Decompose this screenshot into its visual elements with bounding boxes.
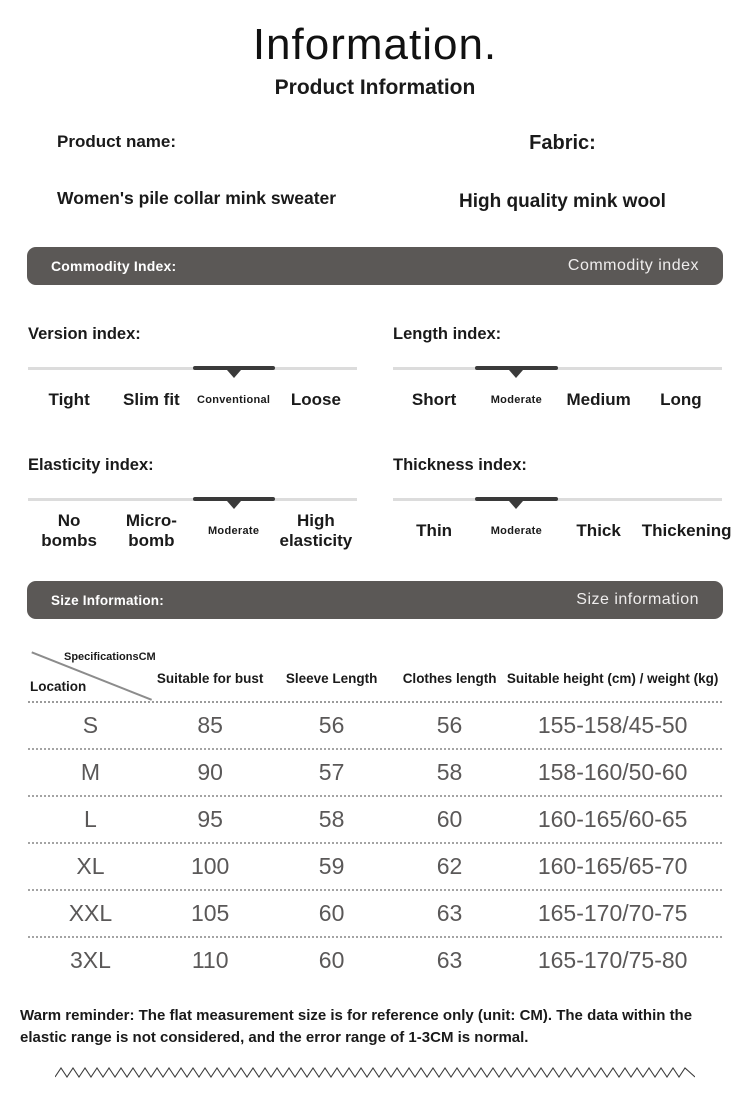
product-name-label: Product name: xyxy=(57,132,177,151)
thickness-index-slider xyxy=(393,497,722,503)
corner-location-label: Location xyxy=(30,679,87,695)
table-cell-sleeve: 59 xyxy=(318,853,345,880)
table-cell-clothes: 58 xyxy=(436,759,463,786)
table-row xyxy=(28,703,722,750)
table-cell-bust: 95 xyxy=(197,806,223,833)
table-cell-sleeve: 60 xyxy=(318,947,345,974)
size-bar-left-label: Size Information: xyxy=(51,592,164,608)
zigzag-divider xyxy=(55,1065,695,1080)
table-cell-bust: 90 xyxy=(197,759,223,786)
table-cell-sleeve: 58 xyxy=(318,806,345,833)
table-cell-size: 3XL xyxy=(69,947,111,974)
version-index-block xyxy=(28,325,357,420)
table-cell-size: M xyxy=(80,759,101,786)
column-header-height-weight: Suitable height (cm) / weight (kg) xyxy=(506,670,719,686)
table-cell-bust: 105 xyxy=(190,900,230,927)
table-corner-cell xyxy=(28,643,156,701)
size-information-bar xyxy=(27,581,723,619)
slider-track xyxy=(393,367,722,370)
index-option: Micro-bomb xyxy=(125,511,177,551)
slider-arrow-icon xyxy=(509,501,523,509)
warm-reminder-text: Warm reminder: The flat measurement size is for reference only (unit: CM). The data within the elastic range is not considered, and the error range of 1-3CM is normal. xyxy=(20,1007,693,1046)
table-cell-bust: 110 xyxy=(191,947,229,974)
length-index-block xyxy=(393,325,722,420)
index-option: Moderate xyxy=(490,393,543,406)
table-row xyxy=(28,750,722,797)
table-row xyxy=(28,797,722,844)
table-cell-clothes: 62 xyxy=(436,853,463,880)
table-cell-height_weight: 165-170/75-80 xyxy=(537,947,688,974)
table-cell-sleeve: 56 xyxy=(318,712,345,739)
product-name-value: Women's pile collar mink sweater xyxy=(57,188,337,208)
index-option: Thin xyxy=(416,520,453,540)
index-option: Tight xyxy=(48,389,90,409)
size-table xyxy=(28,643,722,983)
table-cell-clothes: 60 xyxy=(436,806,463,833)
table-cell-clothes: 63 xyxy=(436,900,463,927)
fabric-label: Fabric: xyxy=(529,132,596,154)
slider-arrow-icon xyxy=(509,370,523,378)
table-cell-height_weight: 160-165/60-65 xyxy=(537,806,688,833)
table-cell-sleeve: 60 xyxy=(318,900,345,927)
column-header-bust: Suitable for bust xyxy=(156,670,264,686)
index-option: Slim fit xyxy=(123,389,180,409)
commodity-index-bar xyxy=(27,247,723,285)
length-index-options xyxy=(393,380,722,420)
index-option: Medium xyxy=(566,389,631,409)
version-index-title: Version index: xyxy=(28,325,141,343)
table-row xyxy=(28,844,722,891)
slider-track xyxy=(393,498,722,501)
index-option: Moderate xyxy=(490,524,543,537)
page-title: Information. xyxy=(252,20,498,69)
table-cell-height_weight: 158-160/50-60 xyxy=(537,759,688,786)
index-option: Loose xyxy=(290,389,341,409)
table-cell-size: S xyxy=(82,712,99,739)
index-option: Moderate xyxy=(207,524,260,537)
version-index-options xyxy=(28,380,357,420)
table-cell-clothes: 63 xyxy=(436,947,463,974)
index-option: No bombs xyxy=(41,511,97,551)
table-row xyxy=(28,938,722,983)
table-cell-sleeve: 57 xyxy=(318,759,345,786)
table-cell-height_weight: 165-170/70-75 xyxy=(537,900,688,927)
index-option: High elasticity xyxy=(279,511,353,551)
column-header-clothes: Clothes length xyxy=(402,670,497,686)
thickness-index-options xyxy=(393,511,732,551)
table-cell-bust: 100 xyxy=(190,853,230,880)
slider-arrow-icon xyxy=(227,370,241,378)
version-index-slider xyxy=(28,366,357,372)
elasticity-index-slider xyxy=(28,497,357,503)
index-option: Conventional xyxy=(196,393,271,406)
elasticity-index-title: Elasticity index: xyxy=(28,456,154,474)
elasticity-index-options xyxy=(28,511,357,551)
product-name-block xyxy=(0,132,375,213)
slider-arrow-icon xyxy=(227,501,241,509)
index-option: Short xyxy=(411,389,457,409)
corner-specifications-label: SpecificationsCM xyxy=(64,651,156,664)
commodity-bar-right-label: Commodity index xyxy=(567,257,699,274)
table-cell-size: L xyxy=(84,806,97,833)
index-grid xyxy=(28,325,732,551)
size-table-body xyxy=(28,703,722,983)
size-bar-right-label: Size information xyxy=(576,591,699,609)
product-info-section xyxy=(0,132,750,213)
fabric-value: High quality mink wool xyxy=(459,191,666,212)
table-cell-size: XL xyxy=(76,853,105,880)
elasticity-index-block xyxy=(28,456,357,551)
column-header-sleeve: Sleeve Length xyxy=(285,670,378,686)
thickness-index-title: Thickness index: xyxy=(393,456,527,474)
commodity-bar-left-label: Commodity Index: xyxy=(51,258,177,274)
size-table-header-row xyxy=(28,643,722,703)
page-subtitle: Product Information xyxy=(274,76,476,99)
table-cell-size: XXL xyxy=(68,900,113,927)
table-cell-clothes: 56 xyxy=(436,712,463,739)
index-option: Thick xyxy=(576,520,621,540)
index-option: Long xyxy=(660,389,702,409)
table-cell-height_weight: 155-158/45-50 xyxy=(537,712,688,739)
fabric-block xyxy=(375,132,750,213)
length-index-slider xyxy=(393,366,722,372)
table-cell-bust: 85 xyxy=(197,712,223,739)
thickness-index-block xyxy=(393,456,732,551)
table-cell-height_weight: 160-165/65-70 xyxy=(537,853,688,880)
length-index-title: Length index: xyxy=(393,325,502,343)
table-row xyxy=(28,891,722,938)
index-option: Thickening xyxy=(641,520,732,540)
